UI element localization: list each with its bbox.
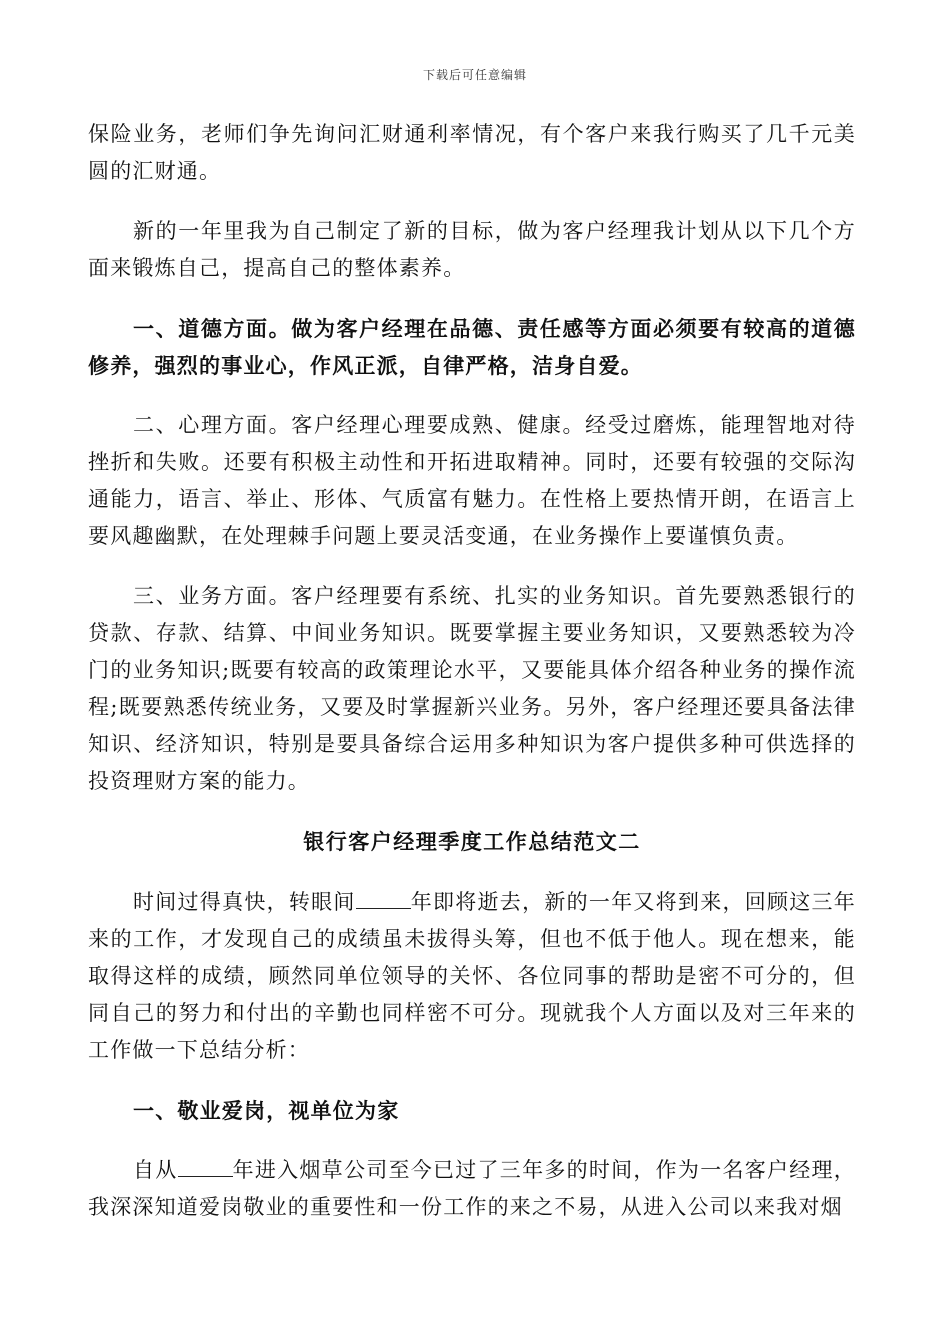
paragraph-2: 新的一年里我为自己制定了新的目标，做为客户经理我计划从以下几个方面来锻炼自己，提高自己的整体素养。: [88, 219, 856, 280]
paragraph-intro: [88, 884, 856, 1069]
section-title: 银行客户经理季度工作总结范文二: [303, 829, 641, 854]
paragraph-moral: 一、道德方面。做为客户经理在品德、责任感等方面必须要有较高的道德修养，强烈的事业心，作风正派，自律严格，洁身自爱。: [88, 316, 856, 378]
paragraph-dedication: [88, 1152, 856, 1226]
paragraph-dedication-start: 自从: [133, 1158, 178, 1182]
header-note: 下载后可任意编辑: [422, 68, 527, 82]
paragraph-dedication-rest: 年进入烟草公司至今已过了三年多的时间，作为一名客户经理，我深深知道爱岗敬业的重要性和一份工作的来之不易，从进入公司以来我对烟: [88, 1158, 856, 1219]
blank-line: [178, 1156, 233, 1177]
paragraph-1: 保险业务，老师们争先询问汇财通利率情况，有个客户来我行购买了几千元美圆的汇财通。: [88, 122, 856, 183]
blank-line: [356, 888, 411, 909]
paragraph-intro-rest: 年即将逝去，新的一年又将到来，回顾这三年来的工作，才发现自己的成绩虽未拔得头筹，但也不低于他人。现在想来，能取得这样的成绩，顾然同单位领导的关怀、各位同事的帮助是密不可分的，但同自己的努力和付出的辛勤也同样密不可分。现就我个人方面以及对三年来的工作做一下总结分析：: [88, 890, 857, 1062]
document-body: [88, 116, 856, 1249]
paragraph-intro-start: 时间过得真快，转眼间: [133, 890, 356, 914]
section-heading-1: 一、敬业爱岗，视单位为家: [133, 1098, 400, 1123]
paragraph-business: 三、业务方面。客户经理要有系统、扎实的业务知识。首先要熟悉银行的贷款、存款、结算、中间业务知识。既要掌握主要业务知识，又要熟悉较为冷门的业务知识;既要有较高的政策理论水平，又要能具体介绍各种业务的操作流程;既要熟悉传统业务，又要及时掌握新兴业务。另外，客户经理还要具备法律知识、经济知识，特别是要具备综合运用多种知识为客户提供多种可供选择的投资理财方案的能力。: [88, 584, 856, 793]
paragraph-psychology: 二、心理方面。客户经理心理要成熟、健康。经受过磨炼，能理智地对待挫折和失败。还要有积极主动性和开拓进取精神。同时，还要有较强的交际沟通能力，语言、举止、形体、气质富有魅力。在性格上要热情开朗，在语言上要风趣幽默，在处理棘手问题上要灵活变通，在业务操作上要谨慎负责。: [88, 413, 856, 548]
